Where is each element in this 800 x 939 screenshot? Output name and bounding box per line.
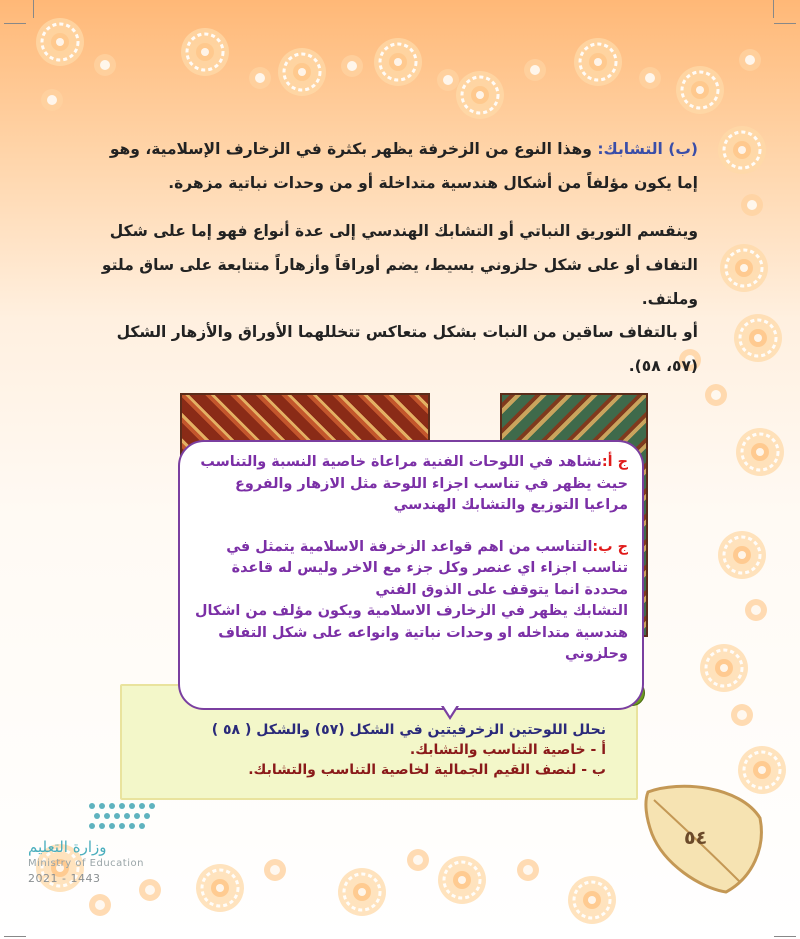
paragraph-types: وينقسم التوريق النباتي أو التشابك الهندسي إلى عدة أنواع فهو إما على شكل التفاف أو على شكل حلزوني بسيط، يضم أوراقاً وأزهاراً متتابعة على ساق ملتو وملتف. bbox=[101, 222, 698, 308]
crop-mark bbox=[33, 0, 34, 18]
activity-question: نحلل اللوحتين الزخرفيتين في الشكل (٥٧) والشكل ( ٥٨ ) bbox=[211, 722, 606, 738]
answer-b bbox=[194, 537, 628, 602]
ministry-name-english: Ministry of Education bbox=[28, 858, 144, 869]
activity-item-b: ب - لنصف القيم الجمالية لخاصية التناسب والتشابك. bbox=[248, 762, 606, 778]
callout-tail-fill bbox=[443, 705, 457, 716]
paragraph-intertwining bbox=[92, 132, 698, 200]
section-heading-b: (ب) التشابك: bbox=[597, 140, 698, 158]
ministry-logo-icon bbox=[86, 800, 156, 834]
crop-mark bbox=[773, 0, 774, 18]
paragraph-text: وهذا النوع من الزخرفة يظهر بكثرة في الزخارف الإسلامية، وهو إما يكون مؤلفاً من أشكال هندسية متداخلة أو من وحدات نباتية مزهرة. bbox=[109, 140, 698, 192]
ministry-name-arabic: وزارة التعليم bbox=[28, 838, 107, 856]
answer-b-label: ج ب: bbox=[592, 538, 628, 555]
edition-year: 2021 - 1443 bbox=[28, 872, 101, 885]
crop-mark bbox=[774, 936, 796, 937]
page-number: ٥٤ bbox=[684, 827, 708, 849]
answer-a bbox=[194, 452, 628, 517]
answer-a-text: نشاهد في اللوحات الفنية مراعاة خاصية النسبة والتناسب حيث يظهر في تناسب اجزاء اللوحة مثل الازهار والفروع مراعيا التوزيع والتشابك الهندسي bbox=[200, 454, 628, 513]
paragraph-figure-ref: أو بالتفاف ساقين من النبات بشكل متعاكس تتخللهما الأوراق والأزهار الشكل (٥٧، ٥٨). bbox=[116, 323, 698, 375]
crop-mark bbox=[774, 23, 796, 24]
crop-mark bbox=[4, 23, 26, 24]
activity-item-a: أ - خاصية التناسب والتشابك. bbox=[409, 742, 606, 758]
answer-a-label: ج أ: bbox=[601, 454, 628, 470]
activity-text bbox=[136, 720, 606, 780]
answer-callout bbox=[178, 440, 644, 710]
answer-b-text: التناسب من اهم قواعد الزخرفة الاسلامية يتمثل في تناسب اجزاء اي عنصر وكل جزء مع الاخر وليس له قاعدة محددة انما يتوقف على الذوق الفني bbox=[226, 538, 628, 598]
answer-b-continued: التشابك يظهر في الزخارف الاسلامية ويكون مؤلف من اشكال هندسية متداخله او وحدات نباتية وانواعه على شكل التفاف وحلزوني bbox=[195, 603, 628, 662]
crop-mark bbox=[4, 936, 26, 937]
